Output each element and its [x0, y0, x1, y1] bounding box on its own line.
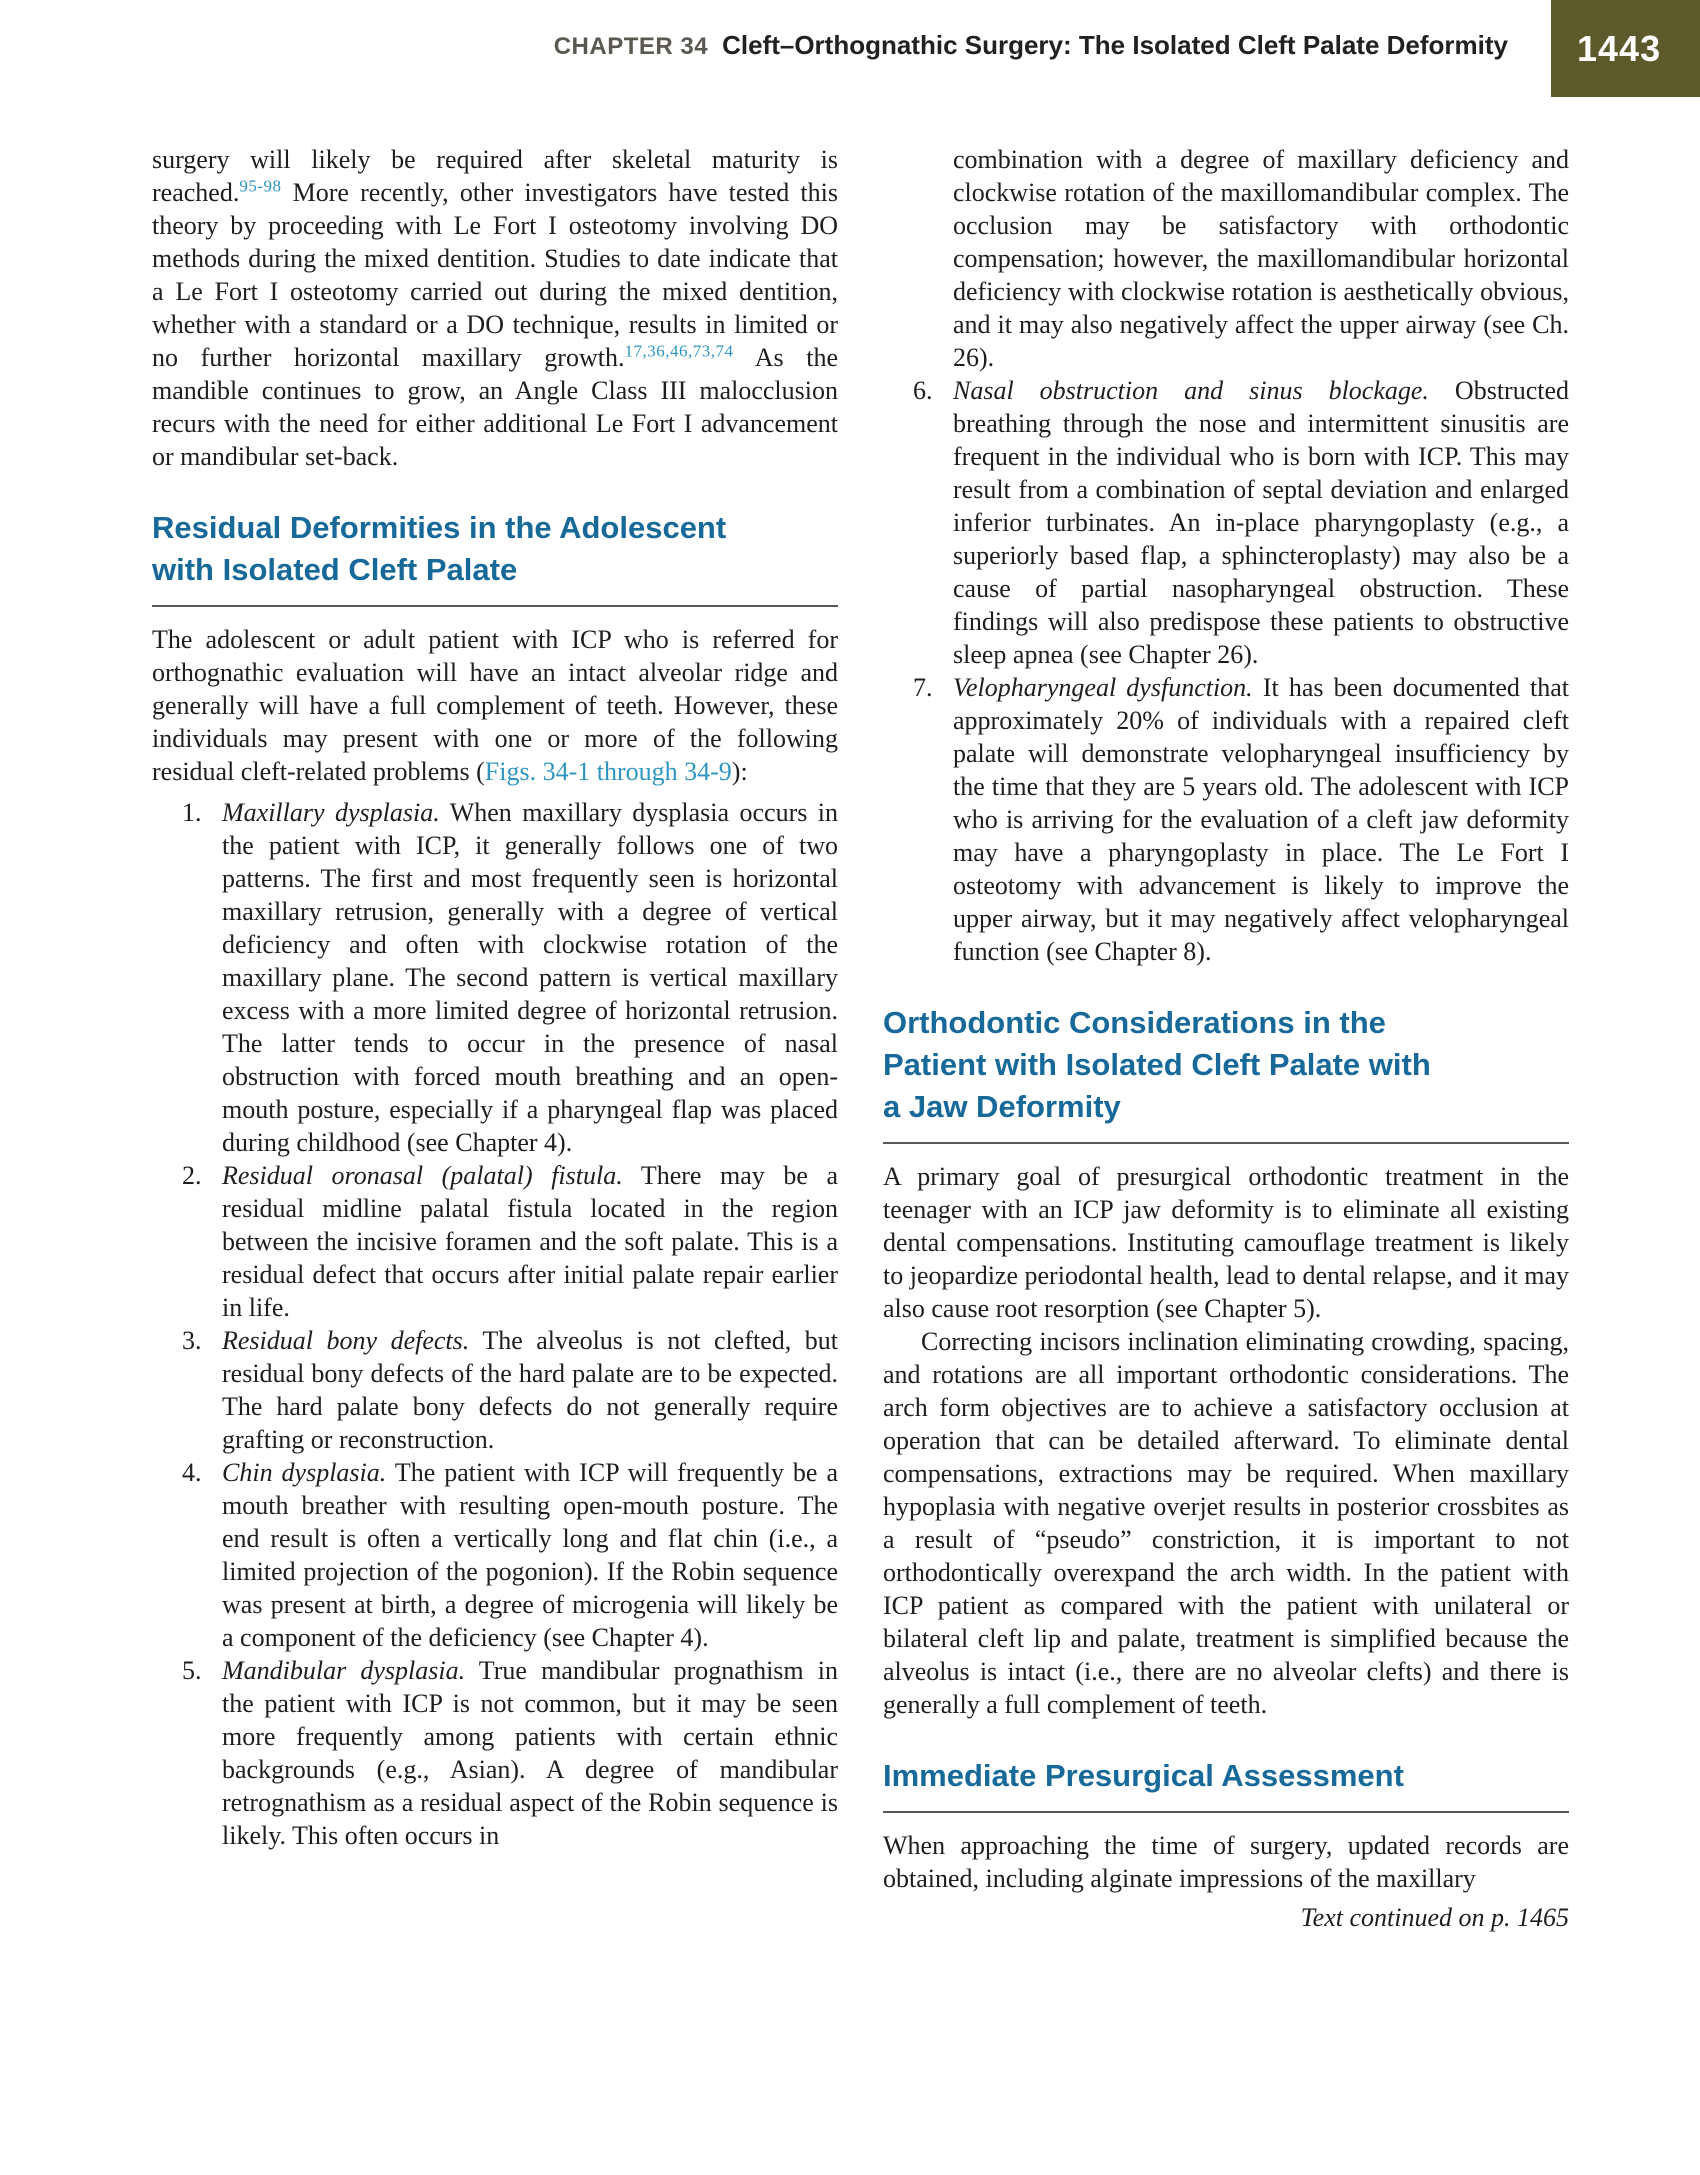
paragraph-orthodontic-goal: A primary goal of presurgical orthodontic treatment in the teenager with an ICP jaw deformity is to eliminate all existing dental compensations. Instituting camouflage treatment is likely to jeopardize periodontal health, lead to dental relapse, and it may also cause root resorption (see Chapter 5). — [883, 1162, 1569, 1323]
page-number: 1443 — [1577, 27, 1662, 69]
heading-line: Immediate Presurgical Assessment — [883, 1758, 1404, 1793]
text-segment: As the mandible continues to grow, an Angle Class III malocclusion recurs with the need for either additional Le Fort I advancement or mandibular set-back. — [152, 343, 838, 471]
chapter-label: CHAPTER 34 — [553, 33, 709, 60]
item-lead-italic: Velopharyngeal dysfunction. — [953, 673, 1253, 702]
section-heading-immediate-presurgical — [883, 1755, 1569, 1797]
item-lead-italic: Chin dysplasia. — [222, 1458, 387, 1487]
item-number: 3. — [182, 1326, 202, 1355]
heading-line: Residual Deformities in the Adolescent — [152, 510, 727, 545]
section-heading-orthodontic-considerations — [883, 1002, 1569, 1128]
running-head — [554, 30, 1508, 61]
item-number: 6. — [913, 376, 933, 405]
list-item-1 — [152, 796, 838, 1159]
item-text: combination with a degree of maxillary deficiency and clockwise rotation of the maxillomandibular complex. The occlusion may be satisfactory with orthodontic compensation; however, the maxillomandibular horizontal deficiency with clockwise rotation is aesthetically obvious, and it may also negatively affect the upper airway (see Ch. 26). — [953, 145, 1569, 372]
item-number: 1. — [182, 798, 202, 827]
heading-line: Orthodontic Considerations in the — [883, 1005, 1386, 1040]
figure-cross-reference-link[interactable]: Figs. 34-1 through 34-9 — [484, 757, 732, 786]
list-item-5 — [152, 1654, 838, 1852]
text-segment: More recently, other investigators have tested this theory by proceeding with Le Fort I osteotomy involving DO methods during the mixed dentition. Studies to date indicate that a Le Fort I osteotomy carried out during the mixed dentition, whether with a standard or a DO technique, results in limited or no further horizontal maxillary growth. — [152, 178, 839, 372]
reference-superscript[interactable]: 17,36,46,73,74 — [624, 341, 734, 361]
heading-rule — [883, 1142, 1569, 1144]
item-text: It has been documented that approximately 20% of individuals with a repaired cleft palate will demonstrate velopharyngeal insufficiency by the time that they are 5 years old. The adolescent with ICP who is arriving for the evaluation of a cleft jaw deformity may have a pharyngoplasty in place. The Le Fort I osteotomy with advancement is likely to improve the upper airway, but it may negatively affect velopharyngeal function (see Chapter 8). — [953, 673, 1569, 966]
list-item-7 — [883, 671, 1569, 968]
item-number: 5. — [182, 1656, 202, 1685]
item-number: 7. — [913, 673, 933, 702]
list-item-6 — [883, 374, 1569, 671]
numbered-list-right — [883, 374, 1569, 968]
list-item-4 — [152, 1456, 838, 1654]
reference-superscript[interactable]: 95-98 — [239, 176, 282, 196]
page-number-box — [1551, 0, 1700, 97]
paragraph-presurgical-records: When approaching the time of surgery, updated records are obtained, including alginate impressions of the maxillary — [883, 1831, 1569, 1893]
item-lead-italic: Mandibular dysplasia. — [222, 1656, 466, 1685]
item-text: The alveolus is not clefted, but residual bony defects of the hard palate are to be expected. The hard palate bony defects do not generally require grafting or reconstruction. — [222, 1326, 839, 1454]
text-segment: surgery will likely be required after skeletal maturity is reached. — [152, 145, 838, 207]
item-text: Obstructed breathing through the nose and intermittent sinusitis are frequent in the individual who is born with ICP. This may result from a combination of septal deviation and enlarged inferior turbinates. An in-place pharyngoplasty (e.g., a superiorly based flap, a sphincteroplasty) may also be a cause of partial nasopharyngeal obstruction. These findings will also predispose these patients to obstructive sleep apnea (see Chapter 26). — [953, 376, 1570, 669]
heading-rule — [152, 605, 838, 607]
item-lead-italic: Maxillary dysplasia. — [222, 798, 440, 827]
item-text: When maxillary dysplasia occurs in the patient with ICP, it generally follows one of two patterns. The first and most frequently seen is horizontal maxillary retrusion, generally with a degree of vertical deficiency and often with clockwise rotation of the maxillary plane. The second pattern is vertical maxillary excess with a more limited degree of horizontal retrusion. The latter tends to occur in the presence of nasal obstruction with forced mouth breathing and an open-mouth posture, especially if a pharyngeal flap was placed during childhood (see Chapter 4). — [222, 798, 839, 1157]
item-text: The patient with ICP will frequently be a mouth breather with resulting open-mouth posture. The end result is often a vertically long and flat chin (i.e., a limited projection of the pogonion). If the Robin sequence was present at birth, a degree of microgenia will likely be a component of the deficiency (see Chapter 4). — [222, 1458, 839, 1652]
text-segment: ): — [731, 757, 748, 786]
item-number: 2. — [182, 1161, 202, 1190]
item-lead-italic: Nasal obstruction and sinus blockage. — [953, 376, 1429, 405]
section-heading-residual-deformities — [152, 507, 838, 591]
text-continued-note: Text continued on p. 1465 — [1300, 1903, 1569, 1932]
paragraph-intro — [152, 623, 838, 788]
item-lead-italic: Residual oronasal (palatal) fistula. — [222, 1161, 623, 1190]
list-item-3 — [152, 1324, 838, 1456]
heading-line: with Isolated Cleft Palate — [152, 552, 518, 587]
paragraph-correcting-incisors: Correcting incisors inclination eliminating crowding, spacing, and rotations are all important orthodontic considerations. The arch form objectives are to achieve a satisfactory occlusion at operation that can be detailed afterward. To eliminate dental compensations, extractions may be required. When maxillary hypoplasia with negative overjet results in posterior crossbites as a result of “pseudo” constriction, it is important to not orthodontically overexpand the arch width. In the patient with ICP patient as compared with the patient with unilateral or bilateral cleft lip and palate, treatment is simplified because the alveolus is intact (i.e., there are no alveolar clefts) and there is generally a full complement of teeth. — [883, 1327, 1569, 1719]
item-text: True mandibular prognathism in the patient with ICP is not common, but it may be seen more frequently among patients with certain ethnic backgrounds (e.g., Asian). A degree of mandibular retrognathism as a residual aspect of the Robin sequence is likely. This often occurs in — [222, 1656, 838, 1850]
column-left — [152, 143, 838, 1852]
list-item-2 — [152, 1159, 838, 1324]
item-number: 4. — [182, 1458, 202, 1487]
list-item-5-continuation — [883, 143, 1569, 374]
numbered-list-left — [152, 796, 838, 1852]
heading-line: Patient with Isolated Cleft Palate with — [883, 1047, 1431, 1082]
heading-rule — [883, 1811, 1569, 1813]
column-right — [883, 143, 1569, 1935]
text-segment: The adolescent or adult patient with ICP who is referred for orthognathic evaluation will have an intact alveolar ridge and generally will have a full complement of teeth. However, these individuals may present with one or more of the following residual cleft-related problems ( — [152, 625, 838, 786]
heading-line: a Jaw Deformity — [883, 1089, 1121, 1124]
paragraph-continuation-top-left — [152, 143, 838, 473]
chapter-title: Cleft–Orthognathic Surgery: The Isolated Cleft Palate Deformity — [722, 30, 1508, 60]
item-text: There may be a residual midline palatal fistula located in the region between the incisive foramen and the soft palate. This is a residual defect that occurs after initial palate repair earlier in life. — [222, 1161, 839, 1322]
item-lead-italic: Residual bony defects. — [222, 1326, 470, 1355]
